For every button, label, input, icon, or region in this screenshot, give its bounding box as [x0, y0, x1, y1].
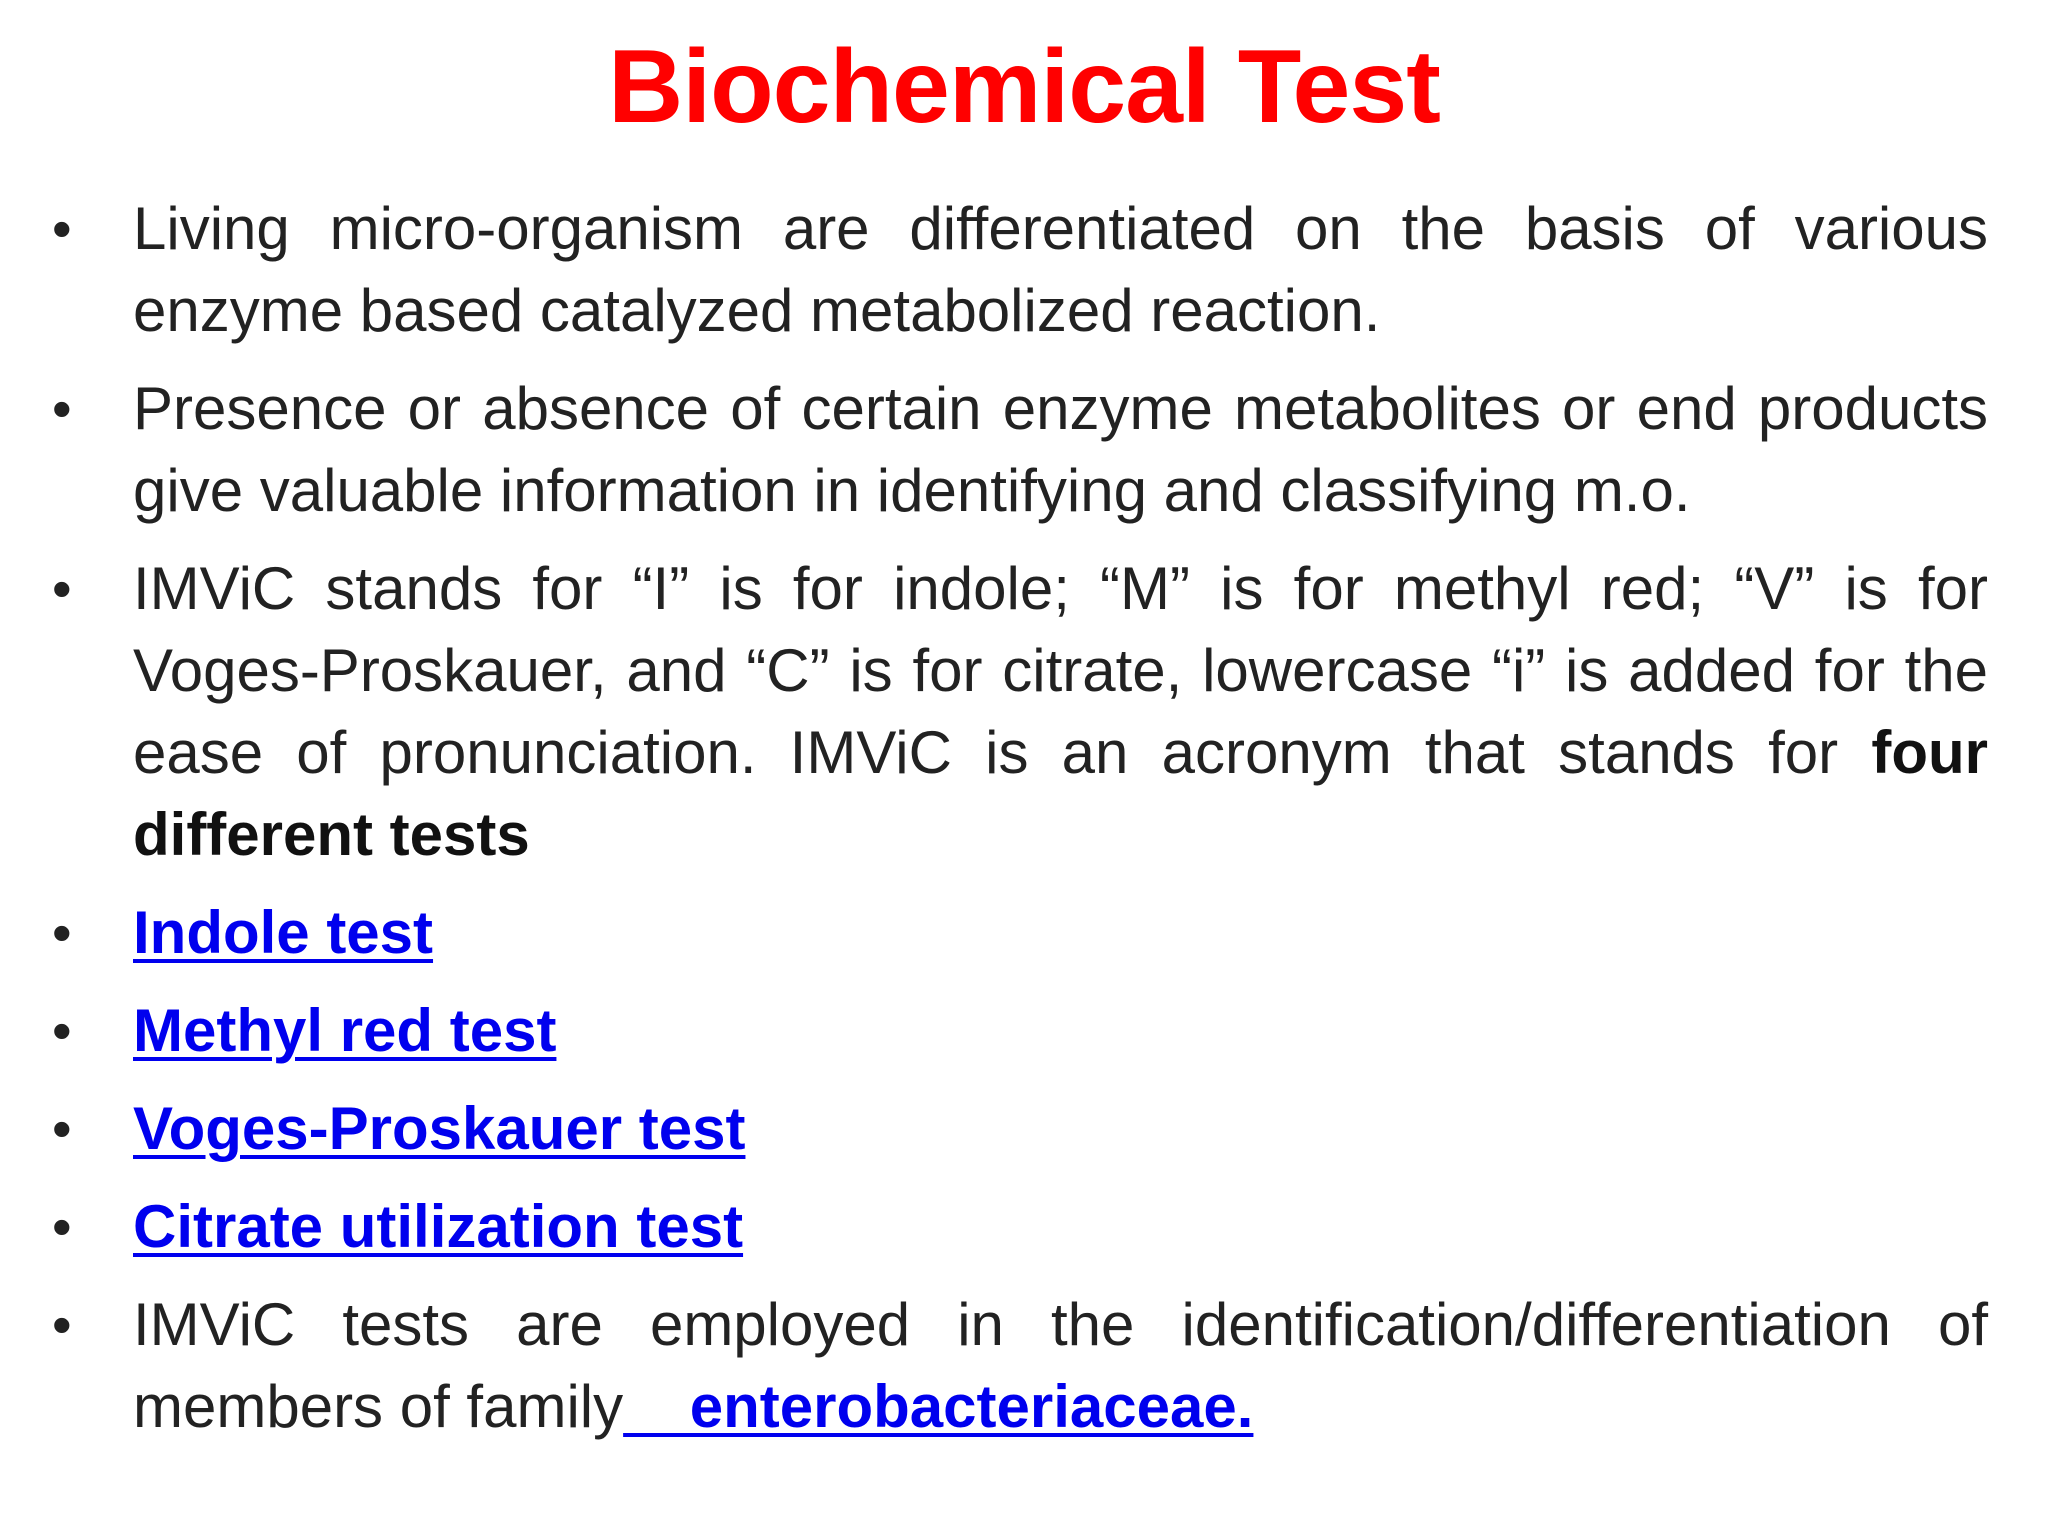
indole-test-link[interactable]: Indole test [133, 899, 434, 966]
enterobacteriaceae-link[interactable]: enterobacteriaceae. [623, 1373, 1254, 1440]
bullet-item-imvic-usage [0, 1284, 2048, 1448]
bullet-dot: • [52, 999, 72, 1062]
bullet-item-differentiation [0, 188, 2048, 352]
methyl-red-test-link[interactable]: Methyl red test [133, 997, 557, 1064]
bullet-dot: • [52, 1195, 72, 1258]
bullet-text: Living micro-organism are differentiated on the basis of various enzyme based catalyzed metabolized reaction. [133, 195, 1988, 344]
voges-proskauer-test-link[interactable]: Voges-Proskauer test [133, 1095, 746, 1162]
slide-title: Biochemical Test [608, 29, 1440, 145]
bullet-item-methyl-red [0, 990, 2048, 1072]
bullet-item-indole [0, 892, 2048, 974]
bullet-item-imvic-definition [0, 548, 2048, 876]
bullet-dot: • [52, 1293, 72, 1356]
bullet-item-citrate [0, 1186, 2048, 1268]
citrate-utilization-test-link[interactable]: Citrate utilization test [133, 1193, 744, 1260]
bullet-dot: • [52, 901, 72, 964]
bullet-list [0, 188, 2048, 1448]
bullet-text: Presence or absence of certain enzyme metabolites or end products give valuable information in identifying and classifying m.o. [133, 375, 1988, 524]
bullet-dot: • [52, 377, 72, 440]
bullet-dot: • [52, 1097, 72, 1160]
bullet-dot: • [52, 197, 72, 260]
bullet-dot: • [52, 557, 72, 620]
bullet-text: IMViC stands for “I” is for indole; “M” is for methyl red; “V” is for Voges-Proskauer, and “C” is for citrate, lowercase “i” is added for the ease of pronunciation. IMViC is an acronym that stands for [133, 555, 1988, 786]
bullet-bold-text: four different tests [133, 719, 1988, 868]
bullet-item-voges-proskauer [0, 1088, 2048, 1170]
bullet-text: IMViC tests are employed in the identification/differentiation of members of family [133, 1291, 1988, 1440]
bullet-item-enzyme-metabolites [0, 368, 2048, 532]
